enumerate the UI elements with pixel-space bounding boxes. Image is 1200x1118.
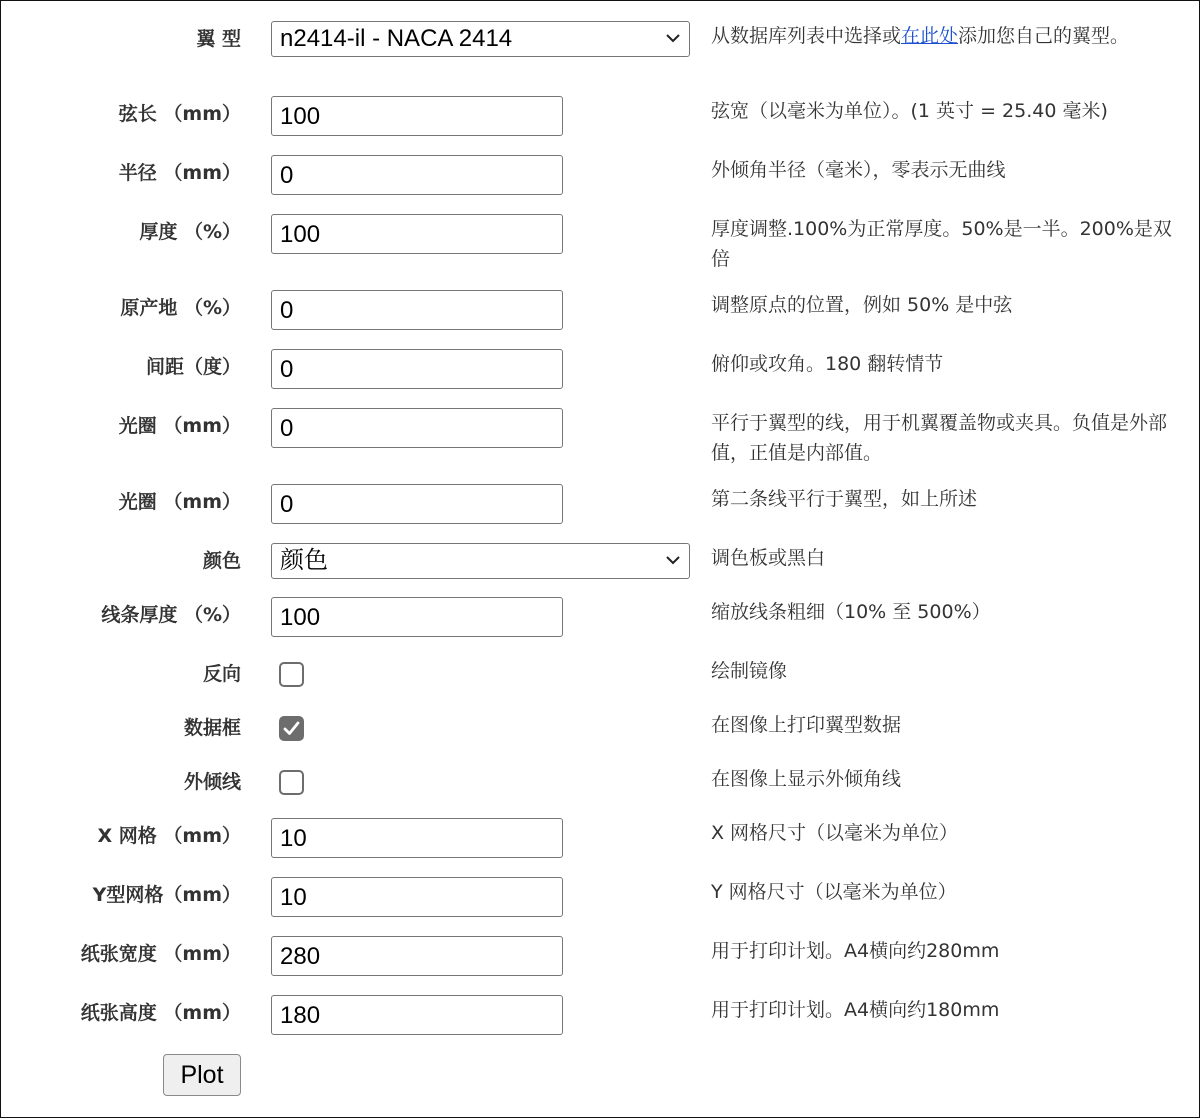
ygrid-input[interactable]: 10: [271, 877, 563, 917]
color-select-value: 颜色: [280, 547, 328, 574]
airfoil-description: [711, 21, 1173, 51]
line-thickness-description: 缩放线条粗细（10% 至 500%）: [711, 601, 991, 623]
add-airfoil-link[interactable]: 在此处: [901, 25, 959, 47]
chord-input[interactable]: 100: [271, 96, 563, 136]
paper-height-input[interactable]: 180: [271, 995, 563, 1035]
chord-description: 弦宽（以毫米为单位）。(1 英寸 = 25.40 毫米): [711, 100, 1108, 122]
radius-label: 半径 （mm）: [118, 162, 241, 184]
airfoil-select[interactable]: [271, 21, 690, 57]
thickness-label: 厚度 （%）: [139, 221, 241, 243]
color-select[interactable]: [271, 543, 690, 579]
origin-input[interactable]: 0: [271, 290, 563, 330]
aperture2-input[interactable]: 0: [271, 484, 563, 524]
radius-input[interactable]: 0: [271, 155, 563, 195]
radius-description: 外倾角半径（毫米），零表示无曲线: [711, 159, 1006, 181]
ygrid-label: Y型网格（mm）: [92, 884, 241, 906]
pitch-description: 俯仰或攻角。180 翻转情节: [711, 353, 944, 375]
line-thickness-label: 线条厚度 （%）: [101, 604, 241, 626]
color-description: 调色板或黑白: [711, 547, 826, 569]
airfoil-label: 翼 型: [196, 28, 241, 50]
pitch-label: 间距（度）: [145, 356, 241, 378]
xgrid-label: X 网格 （mm）: [97, 825, 241, 847]
aperture2-label: 光圈 （mm）: [118, 491, 241, 513]
camberline-description: 在图像上显示外倾角线: [711, 768, 902, 790]
databox-checkbox[interactable]: [279, 716, 304, 741]
camberline-checkbox[interactable]: [279, 770, 304, 795]
origin-description: 调整原点的位置，例如 50% 是中弦: [711, 294, 1013, 316]
pitch-input[interactable]: 0: [271, 349, 563, 389]
chevron-down-icon: [665, 30, 681, 46]
line-thickness-input[interactable]: 100: [271, 597, 563, 637]
aperture2-description: 第二条线平行于翼型，如上所述: [711, 488, 978, 510]
reverse-description: 绘制镜像: [711, 660, 788, 682]
aperture1-description: 平行于翼型的线，用于机翼覆盖物或夹具。负值是外部值，正值是内部值。: [711, 412, 1168, 464]
paper-width-input[interactable]: 280: [271, 936, 563, 976]
databox-label: 数据框: [183, 717, 241, 739]
plot-button[interactable]: Plot: [163, 1054, 241, 1096]
color-label: 颜色: [202, 550, 241, 572]
camberline-label: 外倾线: [183, 771, 241, 793]
airfoil-desc-text: 从数据库列表中选择或: [711, 25, 902, 47]
chevron-down-icon: [665, 552, 681, 568]
aperture1-label: 光圈 （mm）: [118, 415, 241, 437]
chord-label: 弦长 （mm）: [118, 103, 241, 125]
paper-width-description: 用于打印计划。A4横向约280mm: [711, 940, 1000, 962]
airfoil-desc-text-end: 添加您自己的翼型。: [958, 25, 1130, 47]
xgrid-description: X 网格尺寸（以毫米为单位）: [711, 822, 959, 844]
checkmark-icon: [282, 719, 301, 738]
paper-height-description: 用于打印计划。A4横向约180mm: [711, 999, 1000, 1021]
origin-label: 原产地 （%）: [120, 297, 241, 319]
reverse-checkbox[interactable]: [279, 662, 304, 687]
reverse-label: 反向: [202, 663, 241, 685]
paper-width-label: 纸张宽度 （mm）: [80, 943, 241, 965]
airfoil-select-value: n2414-il - NACA 2414: [280, 25, 513, 52]
xgrid-input[interactable]: 10: [271, 818, 563, 858]
aperture1-input[interactable]: 0: [271, 408, 563, 448]
thickness-input[interactable]: 100: [271, 214, 563, 254]
ygrid-description: Y 网格尺寸（以毫米为单位）: [711, 881, 957, 903]
paper-height-label: 纸张高度 （mm）: [80, 1002, 241, 1024]
databox-description: 在图像上打印翼型数据: [711, 714, 902, 736]
thickness-description: 厚度调整.100%为正常厚度。50%是一半。200%是双倍: [711, 218, 1172, 270]
